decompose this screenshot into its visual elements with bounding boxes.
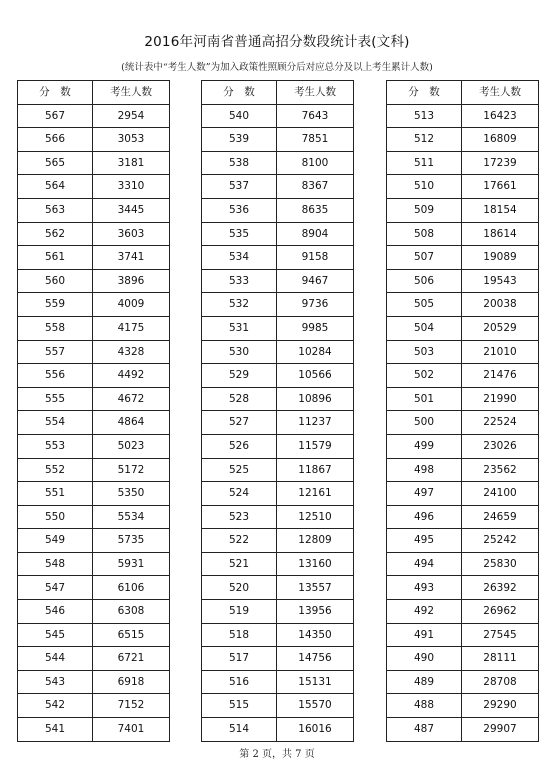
score-cell: 563 — [18, 198, 93, 222]
score-cell: 510 — [387, 175, 462, 199]
table-row — [202, 387, 354, 411]
score-cell: 531 — [202, 316, 277, 340]
count-cell: 14350 — [277, 623, 354, 647]
table-row — [18, 246, 170, 270]
table-row — [387, 128, 539, 152]
table-row — [202, 364, 354, 388]
table-row — [202, 411, 354, 435]
table-row — [202, 576, 354, 600]
count-cell: 10566 — [277, 364, 354, 388]
score-cell: 566 — [18, 128, 93, 152]
count-cell: 16016 — [277, 718, 354, 742]
count-cell: 3310 — [93, 175, 170, 199]
count-cell: 26962 — [462, 600, 539, 624]
score-cell: 552 — [18, 458, 93, 482]
count-cell: 5172 — [93, 458, 170, 482]
score-cell: 564 — [18, 175, 93, 199]
count-cell: 4864 — [93, 411, 170, 435]
page-footer: 第 2 页，共 7 页 — [239, 749, 315, 760]
score-cell: 565 — [18, 151, 93, 175]
count-cell: 23026 — [462, 434, 539, 458]
score-cell: 507 — [387, 246, 462, 270]
table-row — [202, 198, 354, 222]
count-cell: 6918 — [93, 670, 170, 694]
table-row — [202, 175, 354, 199]
table-row — [202, 600, 354, 624]
score-cell: 490 — [387, 647, 462, 671]
table-row — [387, 458, 539, 482]
count-cell: 22524 — [462, 411, 539, 435]
count-cell: 10284 — [277, 340, 354, 364]
table-row — [202, 458, 354, 482]
count-cell: 7851 — [277, 128, 354, 152]
table-row — [202, 623, 354, 647]
score-cell: 538 — [202, 151, 277, 175]
document-title: 2016年河南省普通高招分数段统计表(文科) — [144, 34, 410, 50]
score-cell: 567 — [18, 104, 93, 128]
count-cell: 6515 — [93, 623, 170, 647]
count-cell: 25830 — [462, 552, 539, 576]
score-cell: 559 — [18, 293, 93, 317]
count-cell: 24100 — [462, 482, 539, 506]
score-cell: 496 — [387, 505, 462, 529]
table-row — [387, 552, 539, 576]
count-cell: 4672 — [93, 387, 170, 411]
table-row — [387, 246, 539, 270]
table-header-row — [202, 81, 354, 105]
count-cell: 10896 — [277, 387, 354, 411]
count-cell: 8100 — [277, 151, 354, 175]
table-row — [18, 198, 170, 222]
count-cell: 3896 — [93, 269, 170, 293]
score-cell: 562 — [18, 222, 93, 246]
score-cell: 546 — [18, 600, 93, 624]
count-cell: 5023 — [93, 434, 170, 458]
table-row — [202, 246, 354, 270]
table-row — [387, 670, 539, 694]
count-header: 考生人数 — [462, 81, 539, 105]
table-row — [18, 576, 170, 600]
count-header: 考生人数 — [93, 81, 170, 105]
count-cell: 28708 — [462, 670, 539, 694]
table-row — [387, 482, 539, 506]
count-cell: 7152 — [93, 694, 170, 718]
table-row — [18, 411, 170, 435]
table-row — [18, 128, 170, 152]
score-cell: 549 — [18, 529, 93, 553]
score-cell: 525 — [202, 458, 277, 482]
count-cell: 9736 — [277, 293, 354, 317]
table-row — [18, 293, 170, 317]
score-header: 分 数 — [202, 81, 277, 105]
count-cell: 13956 — [277, 600, 354, 624]
count-cell: 25242 — [462, 529, 539, 553]
score-cell: 505 — [387, 293, 462, 317]
count-cell: 21990 — [462, 387, 539, 411]
table-header-row — [387, 81, 539, 105]
count-cell: 9158 — [277, 246, 354, 270]
count-cell: 12161 — [277, 482, 354, 506]
count-cell: 29290 — [462, 694, 539, 718]
count-cell: 14756 — [277, 647, 354, 671]
score-cell: 521 — [202, 552, 277, 576]
table-row — [387, 529, 539, 553]
count-cell: 5534 — [93, 505, 170, 529]
score-cell: 493 — [387, 576, 462, 600]
table-row — [18, 647, 170, 671]
score-cell: 554 — [18, 411, 93, 435]
score-cell: 555 — [18, 387, 93, 411]
score-cell: 537 — [202, 175, 277, 199]
score-cell: 530 — [202, 340, 277, 364]
score-cell: 506 — [387, 269, 462, 293]
score-table-3 — [386, 80, 539, 742]
score-cell: 494 — [387, 552, 462, 576]
score-cell: 551 — [18, 482, 93, 506]
count-cell: 4009 — [93, 293, 170, 317]
score-header: 分 数 — [387, 81, 462, 105]
score-cell: 561 — [18, 246, 93, 270]
count-cell: 17661 — [462, 175, 539, 199]
table-row — [18, 175, 170, 199]
table-row — [202, 151, 354, 175]
table-row — [202, 434, 354, 458]
count-cell: 4492 — [93, 364, 170, 388]
score-cell: 513 — [387, 104, 462, 128]
score-cell: 504 — [387, 316, 462, 340]
table-row — [202, 316, 354, 340]
count-cell: 19089 — [462, 246, 539, 270]
table-row — [387, 694, 539, 718]
count-cell: 13160 — [277, 552, 354, 576]
count-cell: 9467 — [277, 269, 354, 293]
count-cell: 16809 — [462, 128, 539, 152]
table-row — [202, 694, 354, 718]
count-cell: 20038 — [462, 293, 539, 317]
table-row — [202, 340, 354, 364]
score-cell: 489 — [387, 670, 462, 694]
table-row — [202, 505, 354, 529]
score-cell: 536 — [202, 198, 277, 222]
score-cell: 499 — [387, 434, 462, 458]
score-cell: 522 — [202, 529, 277, 553]
count-cell: 28111 — [462, 647, 539, 671]
count-cell: 4328 — [93, 340, 170, 364]
score-cell: 492 — [387, 600, 462, 624]
table-header-row — [18, 81, 170, 105]
table-row — [18, 505, 170, 529]
score-cell: 533 — [202, 269, 277, 293]
count-cell: 3181 — [93, 151, 170, 175]
score-cell: 495 — [387, 529, 462, 553]
table-row — [387, 269, 539, 293]
table-row — [202, 293, 354, 317]
score-cell: 529 — [202, 364, 277, 388]
count-cell: 3741 — [93, 246, 170, 270]
count-cell: 15570 — [277, 694, 354, 718]
table-row — [18, 316, 170, 340]
table-row — [18, 387, 170, 411]
count-cell: 5931 — [93, 552, 170, 576]
score-cell: 558 — [18, 316, 93, 340]
score-cell: 543 — [18, 670, 93, 694]
count-cell: 3445 — [93, 198, 170, 222]
table-row — [18, 458, 170, 482]
count-cell: 2954 — [93, 104, 170, 128]
score-cell: 515 — [202, 694, 277, 718]
table-row — [202, 529, 354, 553]
score-cell: 519 — [202, 600, 277, 624]
score-cell: 517 — [202, 647, 277, 671]
table-row — [387, 293, 539, 317]
table-row — [18, 364, 170, 388]
count-cell: 21476 — [462, 364, 539, 388]
count-cell: 8367 — [277, 175, 354, 199]
score-cell: 508 — [387, 222, 462, 246]
count-cell: 6106 — [93, 576, 170, 600]
count-header: 考生人数 — [277, 81, 354, 105]
count-cell: 3053 — [93, 128, 170, 152]
table-row — [18, 552, 170, 576]
score-cell: 556 — [18, 364, 93, 388]
table-row — [387, 316, 539, 340]
count-cell: 29907 — [462, 718, 539, 742]
document-subtitle: (统计表中“考生人数”为加入政策性照顾分后对应总分及以上考生累计人数) — [121, 62, 433, 73]
table-row — [387, 387, 539, 411]
count-cell: 7643 — [277, 104, 354, 128]
count-cell: 27545 — [462, 623, 539, 647]
count-cell: 20529 — [462, 316, 539, 340]
table-row — [202, 222, 354, 246]
count-cell: 6721 — [93, 647, 170, 671]
score-cell: 516 — [202, 670, 277, 694]
score-cell: 500 — [387, 411, 462, 435]
count-cell: 5350 — [93, 482, 170, 506]
table-row — [202, 482, 354, 506]
count-cell: 21010 — [462, 340, 539, 364]
score-cell: 526 — [202, 434, 277, 458]
table-row — [387, 623, 539, 647]
table-row — [202, 670, 354, 694]
table-row — [18, 600, 170, 624]
score-cell: 502 — [387, 364, 462, 388]
table-row — [18, 529, 170, 553]
score-cell: 523 — [202, 505, 277, 529]
table-row — [387, 104, 539, 128]
score-table-1 — [17, 80, 170, 742]
count-cell: 11237 — [277, 411, 354, 435]
score-cell: 498 — [387, 458, 462, 482]
score-cell: 509 — [387, 198, 462, 222]
count-cell: 23562 — [462, 458, 539, 482]
score-cell: 535 — [202, 222, 277, 246]
score-cell: 532 — [202, 293, 277, 317]
score-cell: 541 — [18, 718, 93, 742]
count-cell: 4175 — [93, 316, 170, 340]
score-cell: 544 — [18, 647, 93, 671]
score-cell: 514 — [202, 718, 277, 742]
table-row — [18, 434, 170, 458]
table-row — [18, 623, 170, 647]
score-cell: 527 — [202, 411, 277, 435]
table-row — [387, 505, 539, 529]
score-header: 分 数 — [18, 81, 93, 105]
score-cell: 560 — [18, 269, 93, 293]
table-row — [387, 718, 539, 742]
score-cell: 520 — [202, 576, 277, 600]
table-row — [18, 222, 170, 246]
score-cell: 548 — [18, 552, 93, 576]
count-cell: 18154 — [462, 198, 539, 222]
score-cell: 553 — [18, 434, 93, 458]
score-cell: 501 — [387, 387, 462, 411]
score-cell: 528 — [202, 387, 277, 411]
table-row — [202, 269, 354, 293]
count-cell: 6308 — [93, 600, 170, 624]
count-cell: 7401 — [93, 718, 170, 742]
score-cell: 540 — [202, 104, 277, 128]
score-cell: 550 — [18, 505, 93, 529]
count-cell: 18614 — [462, 222, 539, 246]
count-cell: 24659 — [462, 505, 539, 529]
table-row — [387, 434, 539, 458]
count-cell: 12809 — [277, 529, 354, 553]
table-row — [18, 269, 170, 293]
count-cell: 3603 — [93, 222, 170, 246]
count-cell: 13557 — [277, 576, 354, 600]
score-cell: 524 — [202, 482, 277, 506]
count-cell: 11867 — [277, 458, 354, 482]
table-row — [387, 175, 539, 199]
table-row — [387, 198, 539, 222]
count-cell: 12510 — [277, 505, 354, 529]
score-cell: 511 — [387, 151, 462, 175]
table-row — [202, 552, 354, 576]
count-cell: 8635 — [277, 198, 354, 222]
table-row — [387, 647, 539, 671]
count-cell: 8904 — [277, 222, 354, 246]
table-row — [202, 718, 354, 742]
table-row — [387, 411, 539, 435]
table-row — [387, 600, 539, 624]
table-row — [18, 151, 170, 175]
score-cell: 534 — [202, 246, 277, 270]
count-cell: 5735 — [93, 529, 170, 553]
count-cell: 11579 — [277, 434, 354, 458]
score-cell: 487 — [387, 718, 462, 742]
table-row — [387, 576, 539, 600]
table-row — [18, 340, 170, 364]
count-cell: 26392 — [462, 576, 539, 600]
score-cell: 488 — [387, 694, 462, 718]
score-cell: 547 — [18, 576, 93, 600]
score-cell: 542 — [18, 694, 93, 718]
table-row — [18, 482, 170, 506]
score-cell: 491 — [387, 623, 462, 647]
table-row — [202, 647, 354, 671]
score-cell: 512 — [387, 128, 462, 152]
score-cell: 539 — [202, 128, 277, 152]
score-cell: 503 — [387, 340, 462, 364]
count-cell: 15131 — [277, 670, 354, 694]
table-row — [202, 128, 354, 152]
score-table-2 — [201, 80, 354, 742]
table-row — [18, 694, 170, 718]
table-row — [387, 340, 539, 364]
count-cell: 17239 — [462, 151, 539, 175]
score-cell: 545 — [18, 623, 93, 647]
table-row — [387, 222, 539, 246]
table-row — [387, 364, 539, 388]
score-cell: 497 — [387, 482, 462, 506]
score-cell: 557 — [18, 340, 93, 364]
count-cell: 19543 — [462, 269, 539, 293]
table-row — [387, 151, 539, 175]
table-row — [18, 670, 170, 694]
table-row — [202, 104, 354, 128]
table-row — [18, 718, 170, 742]
count-cell: 9985 — [277, 316, 354, 340]
table-row — [18, 104, 170, 128]
score-cell: 518 — [202, 623, 277, 647]
count-cell: 16423 — [462, 104, 539, 128]
